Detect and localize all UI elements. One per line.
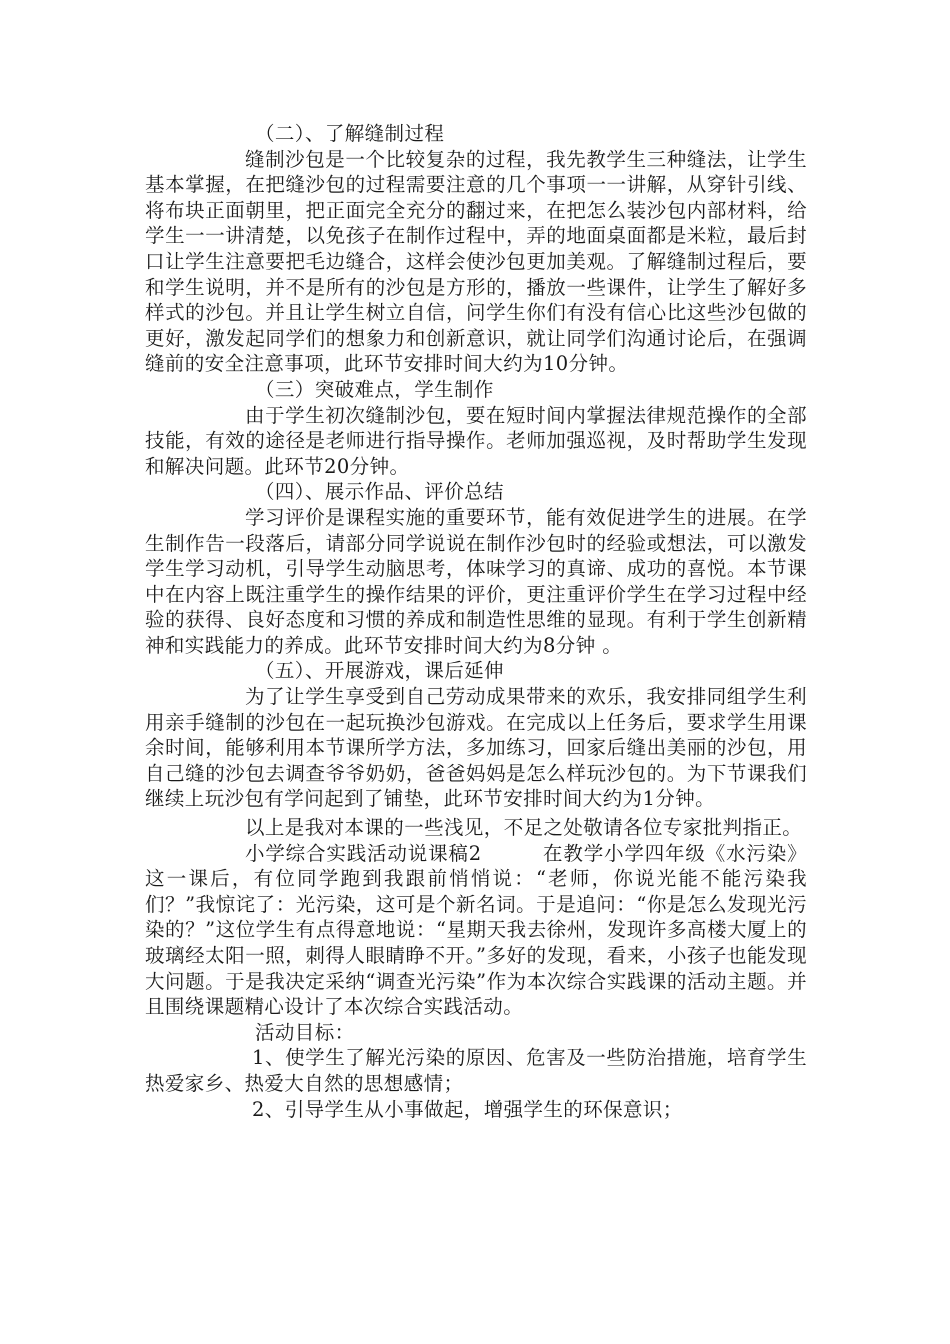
draft-2-paragraph: 小学综合实践活动说课稿2 在教学小学四年级《水污染》这一课后，有位同学跑到我跟前悄悄说：“老师，你说光能不能污染我们？”我惊诧了：光污染，这可是个新名词。于是追问：“你是怎么发现光污染的？”这位学生有点得意地说：“星期天我去徐州，发现许多高楼大厦上的玻璃经太阳一照，刺得人眼睛睁不开。”多好的发现，看来，小孩子也能发现大问题。于是我决定采纳“调查光污染”作为本次综合实践课的活动主题。并且围绕课题精心设计了本次综合实践活动。	[145, 841, 807, 1019]
activity-goal-2: 2、引导学生从小事做起，增强学生的环保意识；	[252, 1097, 683, 1121]
activity-goal-1: 1、使学生了解光污染的原因、危害及一些防治措施，培育学生热爱家乡、热爱大自然的思想感情；	[145, 1046, 807, 1095]
activity-goals-heading: 活动目标：	[255, 1020, 355, 1044]
section-heading-4: （四）、展示作品、评价总结	[255, 480, 504, 504]
section-paragraph-4: 学习评价是课程实施的重要环节，能有效促进学生的进展。在学生制作告一段落后，请部分同学说说在制作沙包时的经验或想法，可以激发学生学习动机，引导学生动脑思考，体味学习的真谛、成功的喜悦。本节课中在内容上既注重学生的操作结果的评价，更注重评价学生在学习过程中经验的获得、良好态度和习惯的养成和制造性思维的显现。有利于学生创新精神和实践能力的养成。此环节安排时间大约为8分钟 。	[145, 505, 807, 657]
section-paragraph-2: 缝制沙包是一个比较复杂的过程，我先教学生三种缝法，让学生基本掌握，在把缝沙包的过程需要注意的几个事项一一讲解，从穿针引线、将布块正面朝里，把正面完全充分的翻过来，在把怎么装沙包内部材料，给学生一一讲清楚，以免孩子在制作过程中，弄的地面桌面都是米粒，最后封口让学生注意要把毛边缝合，这样会使沙包更加美观。了解缝制过程后，要和学生说明，并不是所有的沙包是方形的，播放一些课件，让学生了解好多样式的沙包。并且让学生树立自信，问学生你们有没有信心比这些沙包做的更好，激发起同学们的想象力和创新意识，就让同学们沟通讨论后，在强调缝前的安全注意事项，此环节安排时间大约为10分钟。	[145, 147, 807, 376]
section-paragraph-3: 由于学生初次缝制沙包，要在短时间内掌握法律规范操作的全部技能，有效的途径是老师进行指导操作。老师加强巡视，及时帮助学生发现和解决问题。此环节20分钟。	[145, 403, 807, 478]
closing-paragraph: 以上是我对本课的一些浅见，不足之处敬请各位专家批判指正。	[245, 816, 803, 840]
document-body	[145, 121, 807, 1122]
section-heading-5: （五）、开展游戏，课后延伸	[255, 659, 504, 683]
section-heading-3: （三）突破难点，学生制作	[255, 377, 494, 401]
section-paragraph-5: 为了让学生享受到自己劳动成果带来的欢乐，我安排同组学生利用亲手缝制的沙包在一起玩换沙包游戏。在完成以上任务后，要求学生用课余时间，能够利用本节课所学方法，多加练习，回家后缝出美丽的沙包，用自己缝的沙包去调查爷爷奶奶，爸爸妈妈是怎么样玩沙包的。为下节课我们继续上玩沙包有学问起到了铺垫，此环节安排时间大约为1分钟。	[145, 685, 807, 811]
section-heading-2: （二）、了解缝制过程	[255, 122, 445, 145]
